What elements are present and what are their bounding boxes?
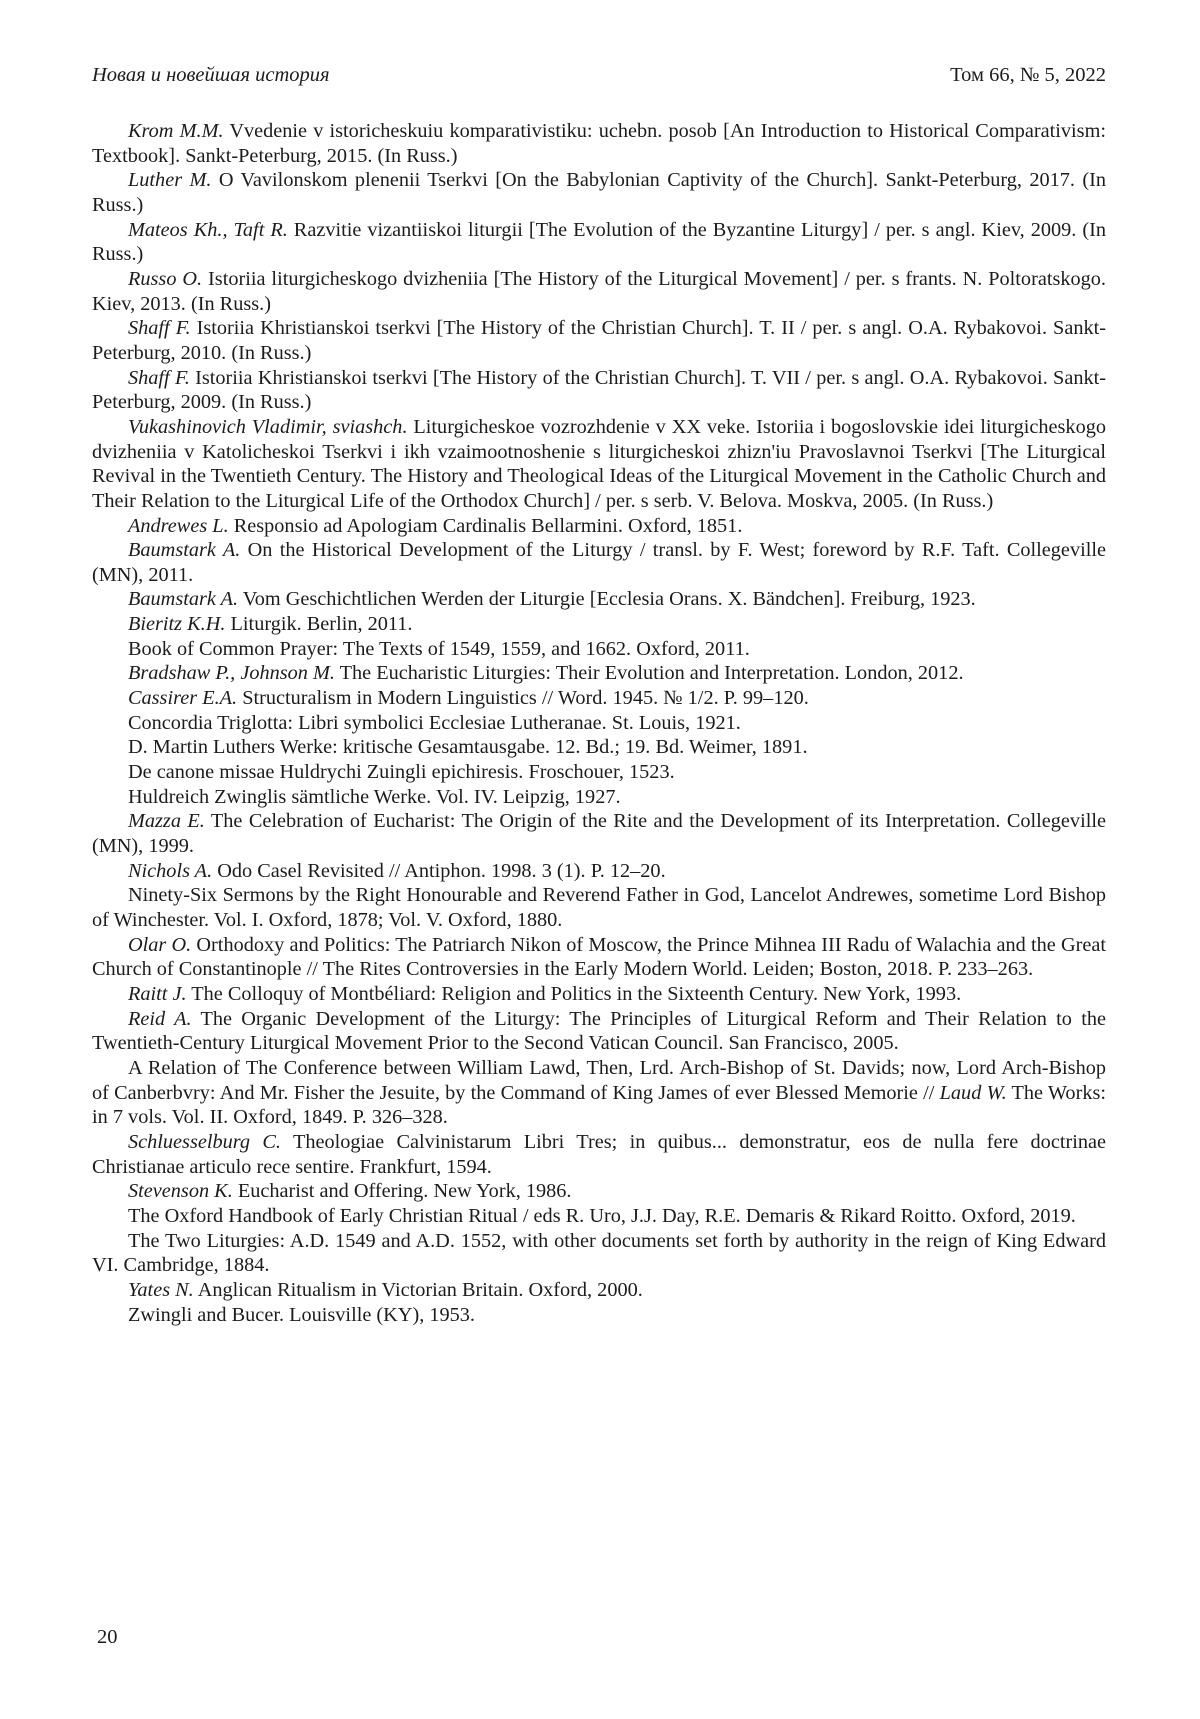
reference-text: Zwingli and Bucer. Louisville (KY), 1953. xyxy=(128,1303,475,1326)
reference-entry xyxy=(92,415,1106,514)
reference-entry xyxy=(92,366,1106,415)
reference-text: Huldreich Zwinglis sämtliche Werke. Vol. IV. Leipzig, 1927. xyxy=(128,785,621,808)
reference-entry xyxy=(92,1056,1106,1130)
reference-entry xyxy=(92,1303,1106,1328)
reference-text: The Colloquy of Montbéliard: Religion and Politics in the Sixteenth Century. New York, 1993. xyxy=(186,982,962,1005)
reference-author: Russo O. xyxy=(128,267,203,290)
reference-author: Nichols A. xyxy=(128,859,213,882)
reference-author: Yates N. xyxy=(128,1278,194,1301)
reference-text: The Organic Development of the Liturgy: The Principles of Liturgical Reform and Their Relation to the Twentieth-Century Liturgical Movement Prior to the Second Vatican Council. San Francisco, 2005. xyxy=(92,1007,1106,1055)
reference-text: A Relation of The Conference between William Lawd, Then, Lrd. Arch-Bishop of St. Davids; now, Lord Arch-Bishop of Canberbvry: And Mr. Fisher the Jesuite, by the Command of King James of ever Blessed Memorie // xyxy=(92,1056,1106,1104)
reference-text: Liturgik. Berlin, 2011. xyxy=(225,613,413,636)
page-number: 20 xyxy=(97,1626,118,1648)
reference-text: Vvedenie v istoricheskuiu komparativistiku: uchebn. posob [An Introduction to Historical Comparativism: Textbook]. Sankt-Peterburg, 2015. (In Russ.) xyxy=(92,120,1106,167)
reference-text: Concordia Triglotta: Libri symbolici Ecclesiae Lutheranae. St. Louis, 1921. xyxy=(128,711,741,734)
reference-entry xyxy=(92,1130,1106,1179)
reference-entry xyxy=(92,760,1106,785)
reference-text: Orthodoxy and Politics: The Patriarch Nikon of Moscow, the Prince Mihnea III Radu of Walachia and the Great Church of Constantinople // The Rites Controversies in the Early Modern World. Leiden; Boston, 2018. P. 233–263. xyxy=(92,933,1106,981)
reference-text: Structuralism in Modern Linguistics // Word. 1945. № 1/2. P. 99–120. xyxy=(237,687,809,710)
reference-author: Cassirer E.A. xyxy=(128,687,238,710)
reference-author: Shaff F. xyxy=(128,317,191,340)
reference-entry xyxy=(92,785,1106,810)
reference-text: The Two Liturgies: A.D. 1549 and A.D. 1552, with other documents set forth by authority in the reign of King Edward VI. Cambridge, 1884. xyxy=(92,1229,1106,1277)
reference-author: Laud W. xyxy=(939,1081,1007,1104)
reference-entry xyxy=(92,686,1106,711)
reference-entry xyxy=(92,514,1106,539)
reference-entry xyxy=(92,1007,1106,1056)
reference-text: D. Martin Luthers Werke: kritische Gesamtausgabe. 12. Bd.; 19. Bd. Weimer, 1891. xyxy=(128,736,808,759)
reference-entry xyxy=(92,587,1106,612)
reference-entry xyxy=(92,859,1106,884)
reference-text: On the Historical Development of the Liturgy / transl. by F. West; foreword by R.F. Taft. Collegeville (MN), 2011. xyxy=(92,539,1106,586)
reference-text: The Works: in 7 vols. Vol. II. Oxford, 1849. P. 326–328. xyxy=(92,1081,1106,1129)
reference-entry xyxy=(92,218,1106,267)
reference-entry xyxy=(92,316,1106,365)
reference-author: Mazza E. xyxy=(128,810,205,833)
reference-entry xyxy=(92,661,1106,686)
reference-entry xyxy=(92,1179,1106,1204)
reference-text: The Celebration of Eucharist: The Origin of the Rite and the Development of its Interpretation. Collegeville (MN), 1999. xyxy=(92,810,1106,858)
references-list xyxy=(92,119,1106,1327)
reference-author: Schluesselburg C. xyxy=(128,1130,281,1153)
reference-text: Odo Casel Revisited // Antiphon. 1998. 3 (1). P. 12–20. xyxy=(212,859,666,882)
reference-author: Mateos Kh., Taft R. xyxy=(128,218,288,241)
reference-author: Vukashinovich Vladimir, sviashch. xyxy=(128,415,408,438)
reference-entry xyxy=(92,809,1106,858)
reference-author: Luther M. xyxy=(128,169,212,192)
reference-author: Bieritz K.H. xyxy=(128,613,226,636)
reference-text: Istoriia Khristianskoi tserkvi [The History of the Christian Church]. T. VII / per. s angl. O.A. Rybakovoi. Sankt-Peterburg, 2009. (In Russ.) xyxy=(92,366,1106,414)
reference-text: O Vavilonskom plenenii Tserkvi [On the Babylonian Captivity of the Church]. Sankt-Peterburg, 2017. (In Russ.) xyxy=(92,169,1107,216)
reference-text: The Oxford Handbook of Early Christian Ritual / eds R. Uro, J.J. Day, R.E. Demaris & Rikard Roitto. Oxford, 2019. xyxy=(128,1204,1076,1227)
reference-author: Olar O. xyxy=(128,933,192,956)
reference-entry xyxy=(92,982,1106,1007)
reference-entry xyxy=(92,119,1106,168)
reference-text: Istoriia liturgicheskogo dvizheniia [The History of the Liturgical Movement] / per. s frants. N. Poltoratskogo. Kiev, 2013. (In Russ.) xyxy=(92,267,1106,315)
reference-entry xyxy=(92,711,1106,736)
reference-author: Baumstark A. xyxy=(128,588,239,611)
reference-text: De canone missae Huldrychi Zuingli epichiresis. Froschouer, 1523. xyxy=(128,761,675,784)
reference-author: Stevenson K. xyxy=(128,1180,233,1203)
reference-entry xyxy=(92,883,1106,932)
issue-info: Том 66, № 5, 2022 xyxy=(950,64,1106,86)
reference-text: Book of Common Prayer: The Texts of 1549, 1559, and 1662. Oxford, 2011. xyxy=(128,637,750,660)
reference-text: Theologiae Calvinistarum Libri Tres; in quibus... demonstratur, eos de nulla fere doctrinae Christianae articulo rece sentire. Frankfurt, 1594. xyxy=(92,1130,1106,1178)
reference-entry xyxy=(92,168,1106,217)
reference-text: The Eucharistic Liturgies: Their Evolution and Interpretation. London, 2012. xyxy=(334,662,964,685)
reference-entry xyxy=(92,1204,1106,1229)
reference-author: Bradshaw P., Johnson M. xyxy=(128,662,335,685)
reference-entry xyxy=(92,538,1106,587)
reference-text: Ninety-Six Sermons by the Right Honourable and Reverend Father in God, Lancelot Andrewes, sometime Lord Bishop of Winchester. Vol. I. Oxford, 1878; Vol. V. Oxford, 1880. xyxy=(92,884,1106,931)
reference-text: Eucharist and Offering. New York, 1986. xyxy=(232,1180,572,1203)
reference-entry xyxy=(92,1229,1106,1278)
reference-author: Raitt J. xyxy=(128,982,187,1005)
reference-author: Shaff F. xyxy=(128,366,190,389)
reference-text: Responsio ad Apologiam Cardinalis Bellarmini. Oxford, 1851. xyxy=(228,514,743,537)
reference-entry xyxy=(92,637,1106,662)
reference-text: Vom Geschichtlichen Werden der Liturgie [Ecclesia Orans. X. Bändchen]. Freiburg, 1923. xyxy=(238,588,976,611)
reference-author: Baumstark A. xyxy=(128,539,241,562)
reference-text: Anglican Ritualism in Victorian Britain. Oxford, 2000. xyxy=(193,1278,643,1301)
page-header xyxy=(92,63,1106,87)
reference-entry xyxy=(92,735,1106,760)
reference-author: Andrewes L. xyxy=(128,514,229,537)
reference-text: Razvitie vizantiiskoi liturgii [The Evolution of the Byzantine Liturgy] / per. s angl. Kiev, 2009. (In Russ.) xyxy=(92,218,1106,266)
reference-text: Liturgicheskoe vozrozhdenie v XX veke. Istoriia i bogoslovskie idei liturgicheskogo dvizheniia v Katolicheskoi Tserkvi i ikh vzaimootnoshenie s liturgicheskoi zhizn'iu Pravoslavnoi Tserkvi [The Liturgical Revival in the Twentieth Century. The History and Theological Ideas of the Liturgical Movement in the Catholic Church and Their Relation to the Liturgical Life of the Orthodox Church] / per. s serb. V. Belova. Moskva, 2005. (In Russ.) xyxy=(92,415,1106,512)
reference-entry xyxy=(92,612,1106,637)
journal-title: Новая и новейшая история xyxy=(92,64,330,86)
reference-entry xyxy=(92,1278,1106,1303)
reference-author: Reid A. xyxy=(128,1007,192,1030)
reference-author: Krom M.M. xyxy=(128,120,224,142)
reference-entry xyxy=(92,933,1106,982)
reference-entry xyxy=(92,267,1106,316)
reference-text: Istoriia Khristianskoi tserkvi [The History of the Christian Church]. T. II / per. s angl. O.A. Rybakovoi. Sankt-Peterburg, 2010. (In Russ.) xyxy=(92,317,1106,364)
